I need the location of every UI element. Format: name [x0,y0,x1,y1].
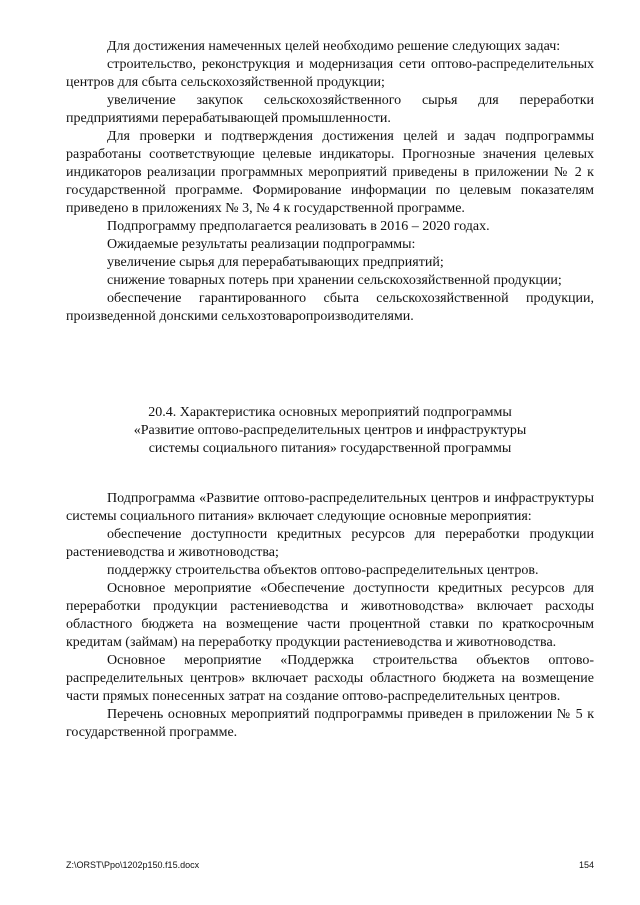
paragraph: Подпрограмма «Развитие оптово-распределительных центров и инфраструктуры системы социального питания» включает следующие основные мероприятия: [66,491,594,524]
paragraph: обеспечение гарантированного сбыта сельскохозяйственной продукции, произведенной донскими сельхозтоваропроизводителями. [66,291,594,324]
paragraph: обеспечение доступности кредитных ресурсов для переработки продукции растениеводства и животноводства; [66,527,594,560]
paragraph: Ожидаемые результаты реализации подпрограммы: [107,237,416,252]
paragraph: Для проверки и подтверждения достижения целей и задач подпрограммы разработаны соответствующие целевые индикаторы. Прогнозные значения целевых индикаторов реализации программных мероприятий приведены в приложении № 2 к государственной программе. Формирование информации по целевым показателям приведено в приложениях № 3, № 4 к государственной программе. [66,129,594,216]
file-path: Z:\ORST\Ppo\1202p150.f15.docx [66,860,200,870]
paragraph: Перечень основных мероприятий подпрограммы приведен в приложении № 5 к государственной программе. [66,707,594,740]
heading-line: «Развитие оптово-распределительных центров и инфраструктуры [133,423,527,438]
paragraph: строительство, реконструкция и модернизация сети оптово-распределительных центров для сбыта сельскохозяйственной продукции; [66,57,594,90]
page-number: 154 [578,860,594,870]
paragraph: поддержку строительства объектов оптово-распределительных центров. [107,563,539,578]
paragraph: увеличение сырья для перерабатывающих предприятий; [107,255,444,270]
body-text-activities [66,490,594,742]
section-heading [66,404,594,458]
paragraph: Основное мероприятие «Обеспечение доступности кредитных ресурсов для переработки продукции растениеводства и животноводства» включает расходы областного бюджета на возмещение части процентной ставки по краткосрочным кредитам (займам) на переработку продукции растениеводства и животноводства. [66,581,594,650]
paragraph: Основное мероприятие «Поддержка строительства объектов оптово-распределительных центров» включает расходы областного бюджета на возмещение части прямых понесенных затрат на создание оптово-распределительных центров. [66,653,594,704]
paragraph: увеличение закупок сельскохозяйственного сырья для переработки предприятиями перерабатывающей промышленности. [66,93,594,126]
body-text-goals [66,38,594,326]
paragraph: Подпрограмму предполагается реализовать в 2016 – 2020 годах. [107,219,490,234]
paragraph: снижение товарных потерь при хранении сельскохозяйственной продукции; [107,273,562,288]
heading-line: 20.4. Характеристика основных мероприятий подпрограммы [148,405,512,420]
heading-line: системы социального питания» государственной программы [148,441,512,456]
paragraph: Для достижения намеченных целей необходимо решение следующих задач: [107,39,561,54]
